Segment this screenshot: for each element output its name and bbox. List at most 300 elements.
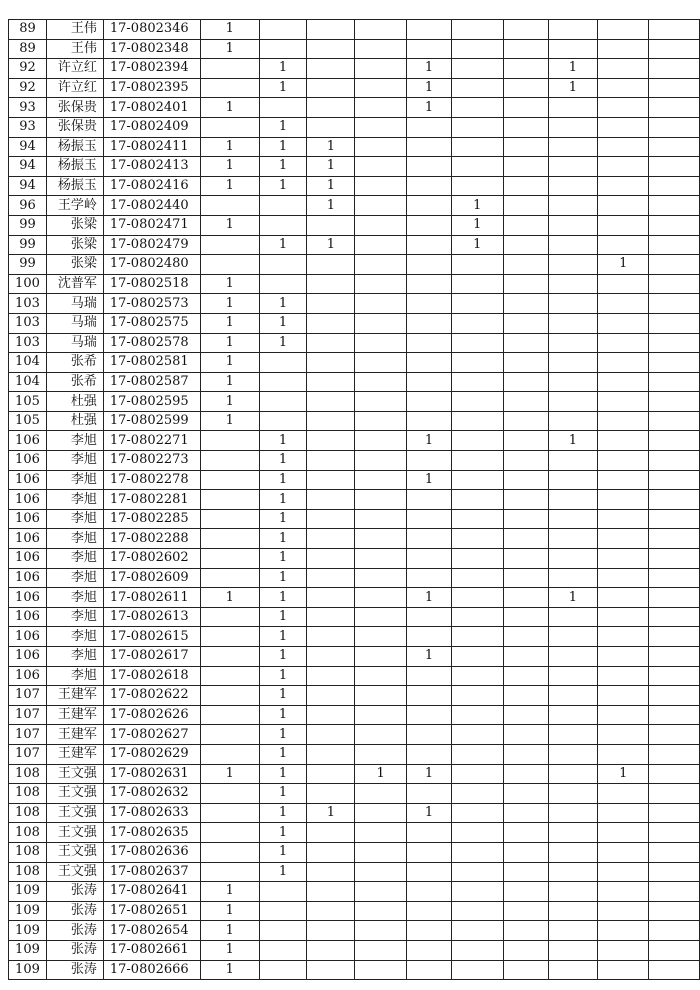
row-id-cell: 106 [9, 549, 47, 569]
mark-cell [355, 490, 407, 510]
mark-cell [407, 823, 452, 843]
mark-cell [548, 960, 598, 980]
table-row [9, 411, 700, 431]
mark-cell [200, 59, 259, 79]
mark-cell [503, 255, 548, 275]
mark-cell [355, 20, 407, 40]
mark-cell [407, 725, 452, 745]
name-cell: 张涛 [46, 882, 103, 902]
mark-cell [503, 294, 548, 314]
mark-cell [307, 862, 355, 882]
name-cell: 张涛 [46, 940, 103, 960]
mark-cell [407, 294, 452, 314]
mark-cell [451, 274, 503, 294]
mark-cell [548, 451, 598, 471]
mark-cell [200, 117, 259, 137]
mark-cell [307, 39, 355, 59]
name-cell: 王文强 [46, 842, 103, 862]
name-cell: 李旭 [46, 588, 103, 608]
row-id-cell: 94 [9, 137, 47, 157]
empty-cell [649, 509, 700, 529]
empty-cell [649, 294, 700, 314]
table-row [9, 117, 700, 137]
name-cell: 张希 [46, 353, 103, 373]
mark-cell [548, 235, 598, 255]
mark-cell [503, 549, 548, 569]
empty-cell [649, 666, 700, 686]
mark-cell [451, 784, 503, 804]
name-cell: 王建军 [46, 686, 103, 706]
name-cell: 李旭 [46, 666, 103, 686]
empty-cell [649, 78, 700, 98]
empty-cell [649, 196, 700, 216]
mark-cell [451, 78, 503, 98]
empty-cell [649, 549, 700, 569]
mark-cell [548, 98, 598, 118]
mark-cell: 1 [259, 78, 307, 98]
mark-cell [503, 490, 548, 510]
mark-cell [451, 176, 503, 196]
mark-cell [407, 784, 452, 804]
row-id-cell: 103 [9, 333, 47, 353]
mark-cell: 1 [259, 235, 307, 255]
empty-cell [649, 627, 700, 647]
mark-cell [451, 901, 503, 921]
mark-cell [307, 274, 355, 294]
row-id-cell: 104 [9, 372, 47, 392]
mark-cell [598, 882, 649, 902]
row-id-cell: 108 [9, 862, 47, 882]
mark-cell [598, 705, 649, 725]
mark-cell [355, 686, 407, 706]
row-id-cell: 99 [9, 255, 47, 275]
mark-cell [598, 353, 649, 373]
mark-cell [355, 235, 407, 255]
mark-cell [407, 744, 452, 764]
mark-cell [503, 882, 548, 902]
mark-cell [451, 803, 503, 823]
mark-cell: 1 [259, 157, 307, 177]
mark-cell [503, 59, 548, 79]
code-cell: 17-0802651 [103, 901, 200, 921]
mark-cell [451, 157, 503, 177]
mark-cell [548, 901, 598, 921]
code-cell: 17-0802573 [103, 294, 200, 314]
table-row [9, 78, 700, 98]
mark-cell [598, 823, 649, 843]
mark-cell [548, 255, 598, 275]
mark-cell: 1 [259, 725, 307, 745]
mark-cell [451, 98, 503, 118]
table-row [9, 255, 700, 275]
mark-cell [548, 470, 598, 490]
mark-cell [548, 862, 598, 882]
mark-cell [548, 529, 598, 549]
mark-cell [259, 960, 307, 980]
mark-cell: 1 [259, 333, 307, 353]
mark-cell [598, 59, 649, 79]
mark-cell [355, 372, 407, 392]
empty-cell [649, 901, 700, 921]
code-cell: 17-0802609 [103, 568, 200, 588]
row-id-cell: 108 [9, 823, 47, 843]
mark-cell [451, 764, 503, 784]
empty-cell [649, 921, 700, 941]
empty-cell [649, 647, 700, 667]
name-cell: 李旭 [46, 647, 103, 667]
mark-cell [259, 921, 307, 941]
table-row [9, 157, 700, 177]
code-cell: 17-0802627 [103, 725, 200, 745]
mark-cell [451, 940, 503, 960]
row-id-cell: 109 [9, 960, 47, 980]
mark-cell: 1 [451, 215, 503, 235]
empty-cell [649, 235, 700, 255]
mark-cell [307, 764, 355, 784]
table-row [9, 549, 700, 569]
name-cell: 张梁 [46, 255, 103, 275]
table-row [9, 235, 700, 255]
mark-cell [307, 842, 355, 862]
mark-cell [503, 392, 548, 412]
mark-cell [598, 372, 649, 392]
mark-cell [200, 862, 259, 882]
mark-cell [355, 529, 407, 549]
mark-cell [503, 411, 548, 431]
empty-cell [649, 451, 700, 471]
mark-cell [200, 686, 259, 706]
mark-cell: 1 [259, 470, 307, 490]
name-cell: 马瑞 [46, 313, 103, 333]
code-cell: 17-0802617 [103, 647, 200, 667]
code-cell: 17-0802629 [103, 744, 200, 764]
table-row [9, 764, 700, 784]
mark-cell [451, 588, 503, 608]
code-cell: 17-0802635 [103, 823, 200, 843]
mark-cell [503, 647, 548, 667]
empty-cell [649, 333, 700, 353]
mark-cell [451, 842, 503, 862]
mark-cell [548, 313, 598, 333]
code-cell: 17-0802575 [103, 313, 200, 333]
mark-cell [407, 372, 452, 392]
mark-cell: 1 [259, 803, 307, 823]
row-id-cell: 107 [9, 744, 47, 764]
table-row [9, 705, 700, 725]
row-id-cell: 109 [9, 882, 47, 902]
mark-cell: 1 [200, 940, 259, 960]
mark-cell: 1 [200, 98, 259, 118]
code-cell: 17-0802440 [103, 196, 200, 216]
mark-cell [307, 627, 355, 647]
table-row [9, 313, 700, 333]
table-row [9, 607, 700, 627]
mark-cell: 1 [259, 294, 307, 314]
mark-cell [355, 117, 407, 137]
mark-cell [548, 921, 598, 941]
mark-cell [598, 157, 649, 177]
name-cell: 张涛 [46, 921, 103, 941]
name-cell: 张涛 [46, 901, 103, 921]
code-cell: 17-0802641 [103, 882, 200, 902]
mark-cell [307, 20, 355, 40]
table-row [9, 333, 700, 353]
mark-cell [548, 705, 598, 725]
mark-cell [355, 607, 407, 627]
mark-cell [451, 470, 503, 490]
mark-cell [355, 940, 407, 960]
mark-cell [451, 549, 503, 569]
empty-cell [649, 274, 700, 294]
mark-cell [451, 59, 503, 79]
mark-cell [598, 137, 649, 157]
mark-cell [503, 215, 548, 235]
row-id-cell: 106 [9, 568, 47, 588]
row-id-cell: 94 [9, 157, 47, 177]
mark-cell [200, 784, 259, 804]
mark-cell: 1 [200, 411, 259, 431]
table-row [9, 744, 700, 764]
mark-cell [598, 588, 649, 608]
mark-cell [598, 39, 649, 59]
mark-cell: 1 [200, 137, 259, 157]
mark-cell [200, 842, 259, 862]
mark-cell [407, 568, 452, 588]
mark-cell: 1 [259, 176, 307, 196]
mark-cell [503, 235, 548, 255]
empty-cell [649, 470, 700, 490]
mark-cell [548, 549, 598, 569]
mark-cell [598, 803, 649, 823]
mark-cell [503, 431, 548, 451]
empty-cell [649, 176, 700, 196]
code-cell: 17-0802661 [103, 940, 200, 960]
mark-cell [548, 744, 598, 764]
mark-cell: 1 [259, 686, 307, 706]
mark-cell [451, 529, 503, 549]
mark-cell [200, 255, 259, 275]
mark-cell [548, 117, 598, 137]
mark-cell [503, 117, 548, 137]
mark-cell [200, 744, 259, 764]
mark-cell [407, 313, 452, 333]
mark-cell: 1 [307, 235, 355, 255]
mark-cell [451, 333, 503, 353]
mark-cell [548, 274, 598, 294]
mark-cell [503, 901, 548, 921]
mark-cell [200, 666, 259, 686]
mark-cell [598, 215, 649, 235]
mark-cell [307, 294, 355, 314]
mark-cell [407, 686, 452, 706]
mark-cell [598, 78, 649, 98]
mark-cell [307, 431, 355, 451]
table-row [9, 842, 700, 862]
row-id-cell: 108 [9, 803, 47, 823]
mark-cell [407, 39, 452, 59]
mark-cell [355, 705, 407, 725]
code-cell: 17-0802416 [103, 176, 200, 196]
code-cell: 17-0802615 [103, 627, 200, 647]
mark-cell: 1 [259, 784, 307, 804]
name-cell: 王文强 [46, 764, 103, 784]
empty-cell [649, 725, 700, 745]
mark-cell [503, 39, 548, 59]
mark-cell [307, 372, 355, 392]
mark-cell [355, 39, 407, 59]
mark-cell: 1 [259, 823, 307, 843]
empty-cell [649, 568, 700, 588]
name-cell: 许立红 [46, 78, 103, 98]
mark-cell [259, 215, 307, 235]
mark-cell [307, 921, 355, 941]
empty-cell [649, 313, 700, 333]
mark-cell [307, 98, 355, 118]
table-row [9, 294, 700, 314]
empty-cell [649, 529, 700, 549]
mark-cell [548, 823, 598, 843]
mark-cell [598, 686, 649, 706]
mark-cell [355, 137, 407, 157]
mark-cell [259, 882, 307, 902]
code-cell: 17-0802611 [103, 588, 200, 608]
mark-cell [598, 666, 649, 686]
table-body [9, 20, 700, 980]
mark-cell [259, 901, 307, 921]
mark-cell: 1 [407, 803, 452, 823]
mark-cell: 1 [259, 117, 307, 137]
mark-cell [355, 294, 407, 314]
mark-cell [503, 529, 548, 549]
mark-cell [307, 901, 355, 921]
mark-cell [598, 921, 649, 941]
mark-cell: 1 [259, 451, 307, 471]
mark-cell [598, 117, 649, 137]
name-cell: 王建军 [46, 705, 103, 725]
name-cell: 李旭 [46, 490, 103, 510]
name-cell: 王学岭 [46, 196, 103, 216]
mark-cell [307, 784, 355, 804]
mark-cell [200, 78, 259, 98]
mark-cell [451, 568, 503, 588]
empty-cell [649, 784, 700, 804]
mark-cell [548, 39, 598, 59]
mark-cell [548, 196, 598, 216]
mark-cell [451, 372, 503, 392]
mark-cell [503, 137, 548, 157]
code-cell: 17-0802581 [103, 353, 200, 373]
mark-cell [307, 823, 355, 843]
mark-cell [307, 960, 355, 980]
empty-cell [649, 842, 700, 862]
mark-cell [355, 333, 407, 353]
mark-cell [548, 784, 598, 804]
mark-cell [548, 627, 598, 647]
mark-cell [503, 940, 548, 960]
empty-cell [649, 98, 700, 118]
mark-cell [355, 313, 407, 333]
mark-cell [355, 647, 407, 667]
mark-cell [407, 176, 452, 196]
name-cell: 王文强 [46, 784, 103, 804]
mark-cell [407, 157, 452, 177]
mark-cell [355, 470, 407, 490]
mark-cell [451, 431, 503, 451]
table-row [9, 940, 700, 960]
mark-cell [451, 647, 503, 667]
mark-cell [598, 627, 649, 647]
mark-cell: 1 [259, 137, 307, 157]
empty-cell [649, 882, 700, 902]
mark-cell [548, 666, 598, 686]
code-cell: 17-0802602 [103, 549, 200, 569]
code-cell: 17-0802637 [103, 862, 200, 882]
mark-cell [451, 490, 503, 510]
mark-cell: 1 [259, 529, 307, 549]
row-id-cell: 103 [9, 313, 47, 333]
mark-cell [548, 372, 598, 392]
row-id-cell: 106 [9, 588, 47, 608]
empty-cell [649, 59, 700, 79]
mark-cell [451, 725, 503, 745]
mark-cell: 1 [259, 431, 307, 451]
empty-cell [649, 137, 700, 157]
mark-cell: 1 [307, 157, 355, 177]
mark-cell [307, 451, 355, 471]
mark-cell [307, 588, 355, 608]
mark-cell [307, 78, 355, 98]
code-cell: 17-0802636 [103, 842, 200, 862]
table-row [9, 509, 700, 529]
mark-cell: 1 [259, 666, 307, 686]
table-row [9, 647, 700, 667]
row-id-cell: 106 [9, 431, 47, 451]
name-cell: 李旭 [46, 431, 103, 451]
mark-cell [503, 764, 548, 784]
mark-cell: 1 [407, 431, 452, 451]
mark-cell [307, 529, 355, 549]
mark-cell [598, 98, 649, 118]
row-id-cell: 104 [9, 353, 47, 373]
mark-cell [503, 176, 548, 196]
name-cell: 李旭 [46, 549, 103, 569]
mark-cell [200, 196, 259, 216]
code-cell: 17-0802348 [103, 39, 200, 59]
mark-cell [548, 137, 598, 157]
mark-cell [200, 803, 259, 823]
mark-cell [307, 744, 355, 764]
table-row [9, 490, 700, 510]
mark-cell [407, 529, 452, 549]
mark-cell: 1 [259, 568, 307, 588]
table-row [9, 39, 700, 59]
table-row [9, 960, 700, 980]
code-cell: 17-0802599 [103, 411, 200, 431]
row-id-cell: 106 [9, 666, 47, 686]
table-row [9, 627, 700, 647]
mark-cell [548, 176, 598, 196]
mark-cell: 1 [259, 705, 307, 725]
empty-cell [649, 117, 700, 137]
mark-cell [407, 862, 452, 882]
table-row [9, 176, 700, 196]
mark-cell: 1 [200, 157, 259, 177]
empty-cell [649, 940, 700, 960]
empty-cell [649, 960, 700, 980]
empty-cell [649, 353, 700, 373]
mark-cell [503, 588, 548, 608]
mark-cell [503, 823, 548, 843]
